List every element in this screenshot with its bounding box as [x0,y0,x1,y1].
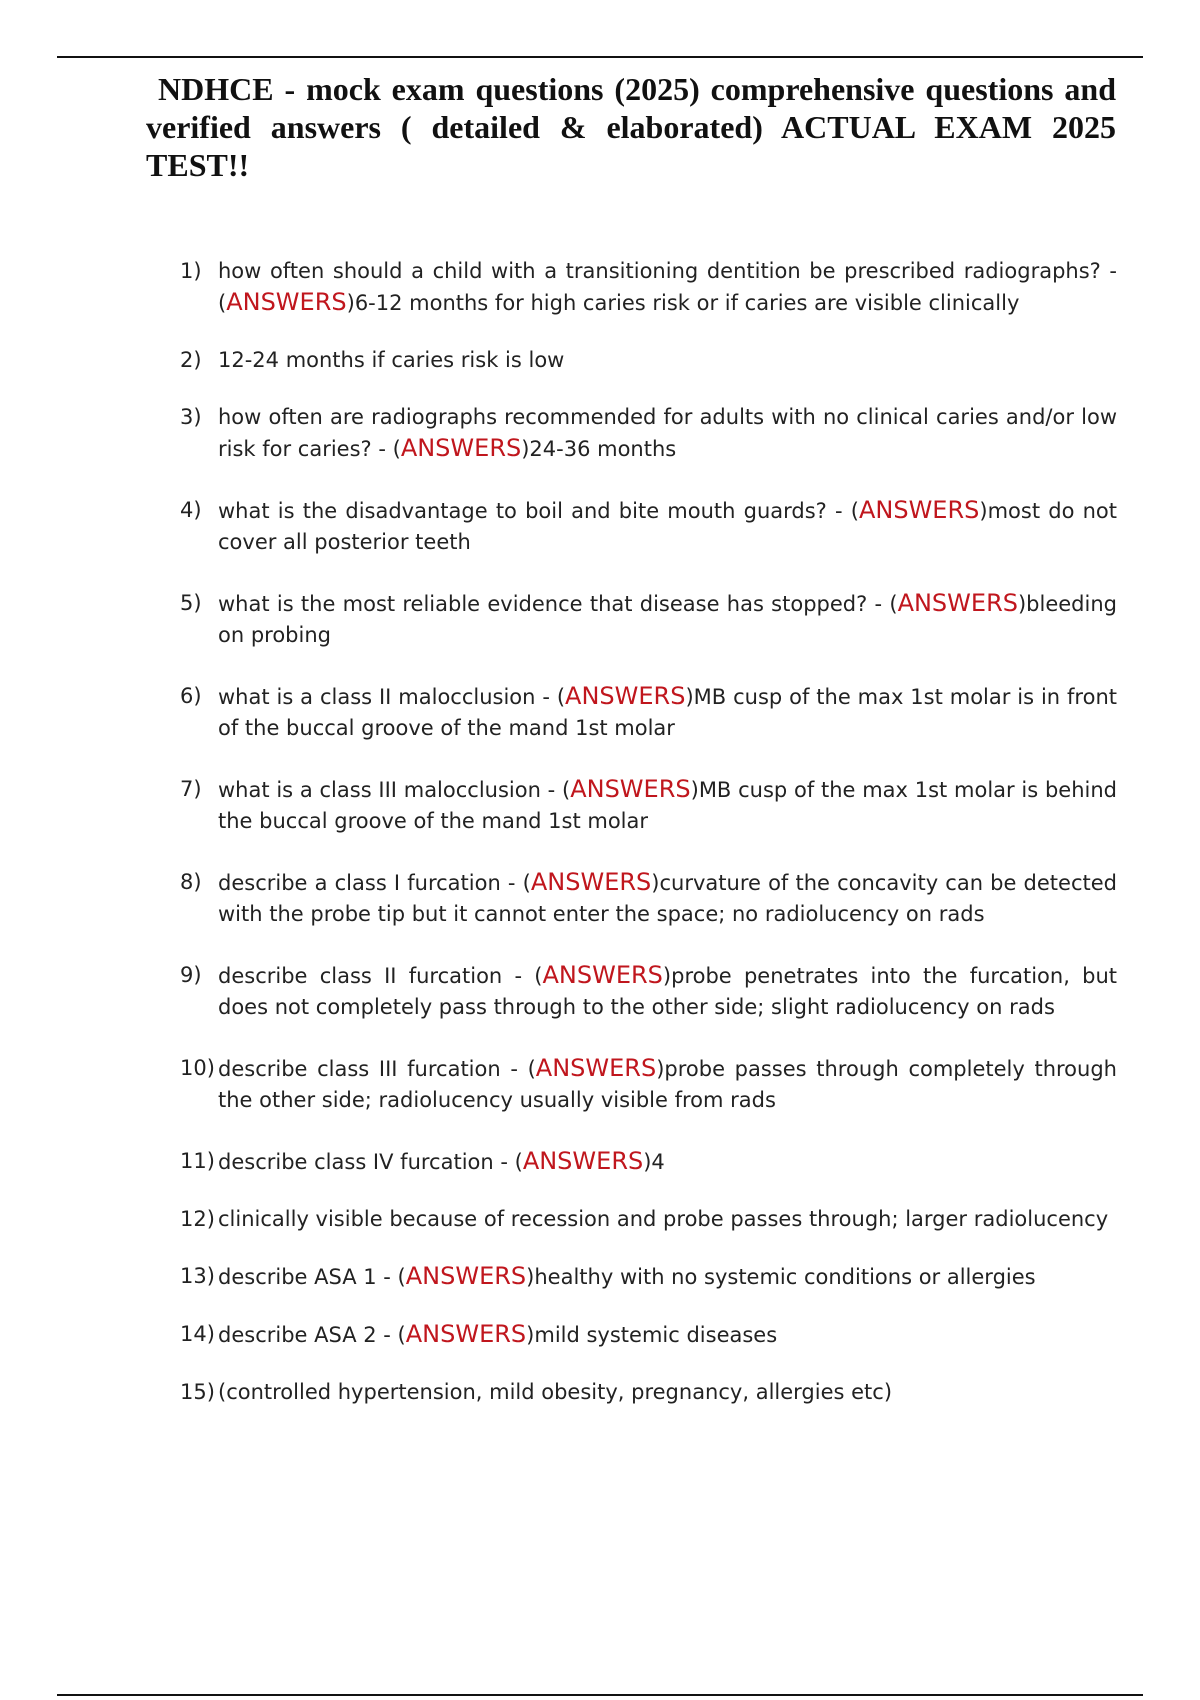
question-text: how often are radiographs recommended for adults with no clinical caries and/or low risk for caries? - ( [218,405,1117,461]
answers-tag: ANSWERS [405,1262,527,1290]
answers-tag: ANSWERS [530,868,652,896]
answer-text: )mild systemic diseases [526,1323,778,1347]
question-text: what is the most reliable evidence that disease has stopped? - ( [218,592,898,616]
item-number: 13) [180,1264,215,1288]
list-item [180,256,1117,319]
item-number: 10) [180,1056,215,1080]
question-text: describe class IV furcation - ( [218,1150,523,1174]
question-text: 12-24 months if caries risk is low [218,348,565,372]
list-item [180,960,1117,1023]
list-item [180,1377,1117,1408]
answers-tag: ANSWERS [542,961,663,989]
question-text: (controlled hypertension, mild obesity, pregnancy, allergies etc) [218,1380,893,1404]
list-item [180,1319,1117,1351]
answer-text: )probe passes through completely through the other side; radiolucency usually visible from rads [218,1057,1117,1112]
item-number: 11) [180,1149,215,1173]
question-text: how often should a child with a transitioning dentition be prescribed radiographs? - ( [218,259,1117,315]
question-text: describe class II furcation - ( [218,964,543,988]
item-number: 1) [180,259,202,283]
list-item [180,1261,1117,1293]
answer-text: )curvature of the concavity can be detected with the probe tip but it cannot enter the space; no radiolucency on rads [218,871,1117,926]
answers-tag: ANSWERS [226,288,347,316]
answers-tag: ANSWERS [897,589,1018,617]
answer-text: )most do not cover all posterior teeth [218,499,1117,554]
question-list [180,256,1117,1408]
question-text: describe ASA 2 - ( [218,1323,406,1347]
answers-tag: ANSWERS [522,1147,644,1175]
question-text: describe ASA 1 - ( [218,1265,406,1289]
item-number: 2) [180,348,202,372]
answer-text: )4 [643,1150,665,1174]
answers-tag: ANSWERS [405,1320,527,1348]
question-text: what is a class III malocclusion - ( [218,778,571,802]
item-number: 7) [180,777,202,801]
list-item [180,774,1117,837]
top-rule [57,56,1143,58]
question-text: what is the disadvantage to boil and bite mouth guards? - ( [218,499,859,523]
answers-tag: ANSWERS [570,775,691,803]
answers-tag: ANSWERS [535,1054,657,1082]
item-number: 3) [180,405,202,429]
bottom-rule [57,1694,1143,1696]
item-number: 9) [180,963,202,987]
list-item [180,681,1117,744]
item-number: 15) [180,1380,215,1404]
answers-tag: ANSWERS [565,682,686,710]
answer-text: )MB cusp of the max 1st molar is in front of the buccal groove of the mand 1st molar [218,685,1117,740]
question-text: what is a class II malocclusion - ( [218,685,566,709]
question-text: clinically visible because of recession and probe passes through; larger radiolucency [218,1207,1109,1231]
list-item [180,402,1117,465]
answer-text: )bleeding on probing [218,592,1117,647]
list-item [180,1146,1117,1178]
item-number: 6) [180,684,202,708]
document-title: NDHCE - mock exam questions (2025) comprehensive questions and verified answers ( detailed & elaborated) ACTUAL EXAM 2025 TEST!! [146,71,1116,183]
answer-text: )healthy with no systemic conditions or allergies [526,1265,1036,1289]
item-number: 12) [180,1207,215,1231]
question-text: describe a class I furcation - ( [218,871,531,895]
list-item [180,588,1117,651]
list-item [180,345,1117,376]
answer-text: )MB cusp of the max 1st molar is behind the buccal groove of the mand 1st molar [218,778,1117,833]
answer-text: )6-12 months for high caries risk or if caries are visible clinically [346,291,1020,315]
list-item [180,495,1117,558]
answer-text: )probe penetrates into the furcation, but does not completely pass through to the other side; slight radiolucency on rads [218,964,1118,1019]
answer-text: )24-36 months [521,437,677,461]
question-text: describe class III furcation - ( [218,1057,536,1081]
list-item [180,867,1117,930]
list-item [180,1204,1117,1235]
list-item [180,1053,1117,1116]
item-number: 5) [180,591,202,615]
answers-tag: ANSWERS [400,434,522,462]
item-number: 14) [180,1322,215,1346]
item-number: 4) [180,498,202,522]
item-number: 8) [180,870,202,894]
answers-tag: ANSWERS [858,496,980,524]
